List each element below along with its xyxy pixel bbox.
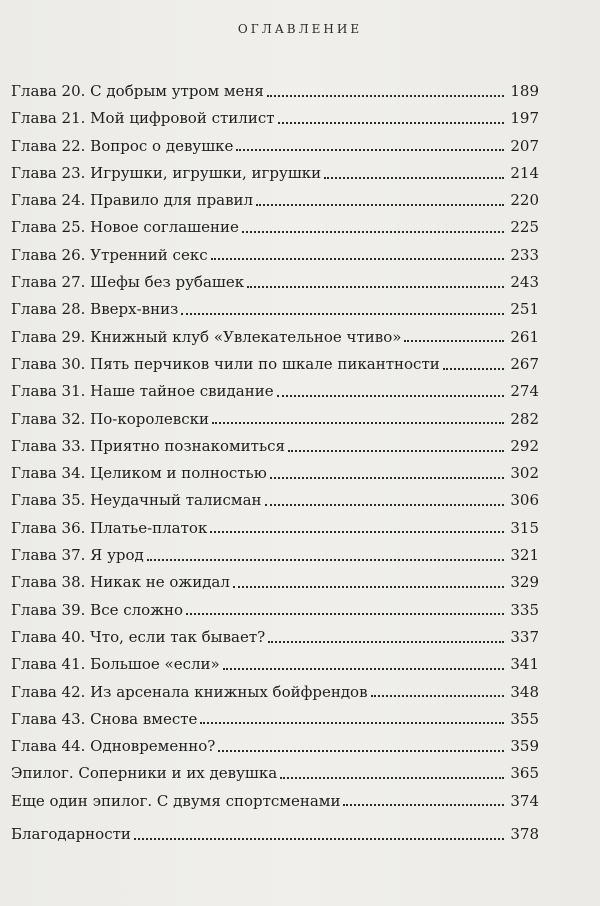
toc-entry-page-number: 225	[510, 218, 539, 237]
toc-entry-title: Глава 44. Одновременно?	[11, 737, 216, 756]
toc-entry-page-number: 329	[510, 573, 539, 592]
toc-dot-leader	[371, 693, 505, 697]
toc-entry	[11, 351, 539, 378]
toc-entry	[11, 187, 539, 214]
toc-dot-leader	[211, 256, 505, 260]
toc-entry-title: Глава 39. Все сложно	[11, 600, 184, 619]
toc-entry-page-number: 251	[510, 300, 539, 319]
toc-entry-title: Глава 28. Вверх-вниз	[11, 300, 179, 319]
toc-entry	[11, 515, 539, 542]
toc-entry-page-number: 233	[510, 245, 539, 264]
toc-dot-leader	[200, 720, 504, 724]
toc-dot-leader	[218, 748, 504, 752]
toc-entry	[11, 542, 539, 569]
toc-entry	[11, 733, 539, 760]
toc-entry-title: Глава 42. Из арсенала книжных бойфрендов	[11, 682, 368, 701]
toc-dot-leader	[236, 147, 504, 151]
toc-entry-page-number: 306	[510, 491, 539, 510]
toc-entry-title: Глава 37. Я урод	[11, 546, 144, 565]
toc-dot-leader	[134, 836, 504, 840]
toc-entry-page-number: 341	[510, 655, 539, 674]
toc-entry-page-number: 189	[510, 82, 539, 100]
toc-entry-page-number: 214	[510, 163, 539, 182]
toc-dot-leader	[324, 175, 504, 179]
toc-dot-leader	[268, 639, 504, 643]
toc-entry-page-number: 355	[510, 709, 539, 728]
toc-entry-title: Глава 35. Неудачный талисман	[11, 491, 262, 510]
toc-dot-leader	[270, 475, 505, 479]
toc-entry	[11, 760, 539, 787]
toc-entry	[11, 324, 539, 351]
toc-entry-page-number: 378	[510, 825, 539, 844]
toc-dot-leader	[343, 802, 504, 806]
toc-entry-title: Глава 26. Утренний секс	[11, 245, 208, 264]
toc-entry	[11, 296, 539, 323]
toc-entry-page-number: 302	[510, 464, 539, 483]
toc-entry	[11, 569, 539, 596]
toc-entry-page-number: 261	[510, 327, 539, 346]
toc-entry-title: Глава 29. Книжный клуб «Увлекательное чтиво»	[11, 327, 402, 346]
toc-entry-title: Глава 32. По-королевски	[11, 409, 210, 428]
toc-entry	[11, 651, 539, 678]
toc-entry-page-number: 274	[510, 382, 539, 401]
toc-entry-page-number: 374	[510, 791, 539, 810]
toc-dot-leader	[242, 229, 504, 233]
toc-dot-leader	[233, 584, 504, 588]
toc-entry	[11, 433, 539, 460]
toc-entry	[11, 78, 539, 105]
toc-entry	[11, 821, 539, 848]
toc-entry-title: Глава 38. Никак не ожидал	[11, 573, 230, 592]
toc-entry-page-number: 220	[510, 191, 539, 210]
toc-entry-title: Глава 21. Мой цифровой стилист	[11, 109, 275, 128]
toc-entry	[11, 788, 539, 815]
toc-dot-leader	[256, 202, 504, 206]
toc-entry-page-number: 282	[510, 409, 539, 428]
toc-entry-page-number: 315	[510, 518, 539, 537]
toc-entry	[11, 597, 539, 624]
toc-entry-page-number: 207	[510, 136, 539, 155]
toc-dot-leader	[210, 529, 504, 533]
toc-dot-leader	[247, 284, 504, 288]
toc-dot-leader	[212, 420, 504, 424]
toc-entry	[11, 460, 539, 487]
toc-entry-title: Глава 20. С добрым утром меня	[11, 82, 264, 100]
toc-entry	[11, 105, 539, 132]
toc-entry-page-number: 335	[510, 600, 539, 619]
toc-entry-title: Еще один эпилог. С двумя спортсменами	[11, 791, 341, 810]
toc-entry	[11, 406, 539, 433]
toc-entry-page-number: 321	[510, 546, 539, 565]
toc-entry-title: Благодарности	[11, 825, 131, 844]
toc-entry	[11, 242, 539, 269]
toc-entry-title: Глава 33. Приятно познакомиться	[11, 436, 285, 455]
toc-entry	[11, 624, 539, 651]
toc-entry	[11, 378, 539, 405]
toc-entry-title: Эпилог. Соперники и их девушка	[11, 764, 278, 783]
toc-dot-leader	[288, 448, 504, 452]
toc-entry	[11, 214, 539, 241]
toc-entry-title: Глава 25. Новое соглашение	[11, 218, 239, 237]
toc-entry-page-number: 243	[510, 273, 539, 292]
toc-dot-leader	[186, 611, 504, 615]
toc-entry-title: Глава 40. Что, если так бывает?	[11, 627, 266, 646]
toc-dot-leader	[280, 775, 504, 779]
toc-entry-title: Глава 30. Пять перчиков чили по шкале пикантности	[11, 354, 440, 373]
toc-entry-page-number: 292	[510, 436, 539, 455]
toc-entry-page-number: 348	[510, 682, 539, 701]
toc-entry-title: Глава 27. Шефы без рубашек	[11, 273, 245, 292]
toc-entry-page-number: 197	[510, 109, 539, 128]
toc-dot-leader	[223, 666, 505, 670]
toc-entry-page-number: 267	[510, 354, 539, 373]
toc-dot-leader	[404, 338, 504, 342]
toc-entry	[11, 679, 539, 706]
table-of-contents	[11, 78, 539, 848]
toc-entry-title: Глава 34. Целиком и полностью	[11, 464, 267, 483]
toc-entry	[11, 160, 539, 187]
toc-dot-leader	[277, 393, 505, 397]
toc-entry	[11, 487, 539, 514]
toc-dot-leader	[181, 311, 504, 315]
toc-entry	[11, 269, 539, 296]
toc-entry-title: Глава 23. Игрушки, игрушки, игрушки	[11, 163, 322, 182]
toc-entry-title: Глава 43. Снова вместе	[11, 709, 198, 728]
toc-entry-title: Глава 22. Вопрос о девушке	[11, 136, 234, 155]
toc-dot-leader	[278, 120, 505, 124]
toc-entry-title: Глава 31. Наше тайное свидание	[11, 382, 274, 401]
toc-entry-page-number: 359	[510, 737, 539, 756]
toc-entry-title: Глава 36. Платье-платок	[11, 518, 208, 537]
toc-entry-title: Глава 24. Правило для правил	[11, 191, 254, 210]
toc-entry-title: Глава 41. Большое «если»	[11, 655, 220, 674]
toc-dot-leader	[267, 93, 504, 97]
toc-dot-leader	[147, 557, 505, 561]
toc-dot-leader	[265, 502, 505, 506]
toc-entry-page-number: 365	[510, 764, 539, 783]
toc-entry-page-number: 337	[510, 627, 539, 646]
page-heading: ОГЛАВЛЕНИЕ	[237, 22, 363, 36]
toc-entry	[11, 706, 539, 733]
toc-dot-leader	[443, 366, 505, 370]
toc-entry	[11, 133, 539, 160]
